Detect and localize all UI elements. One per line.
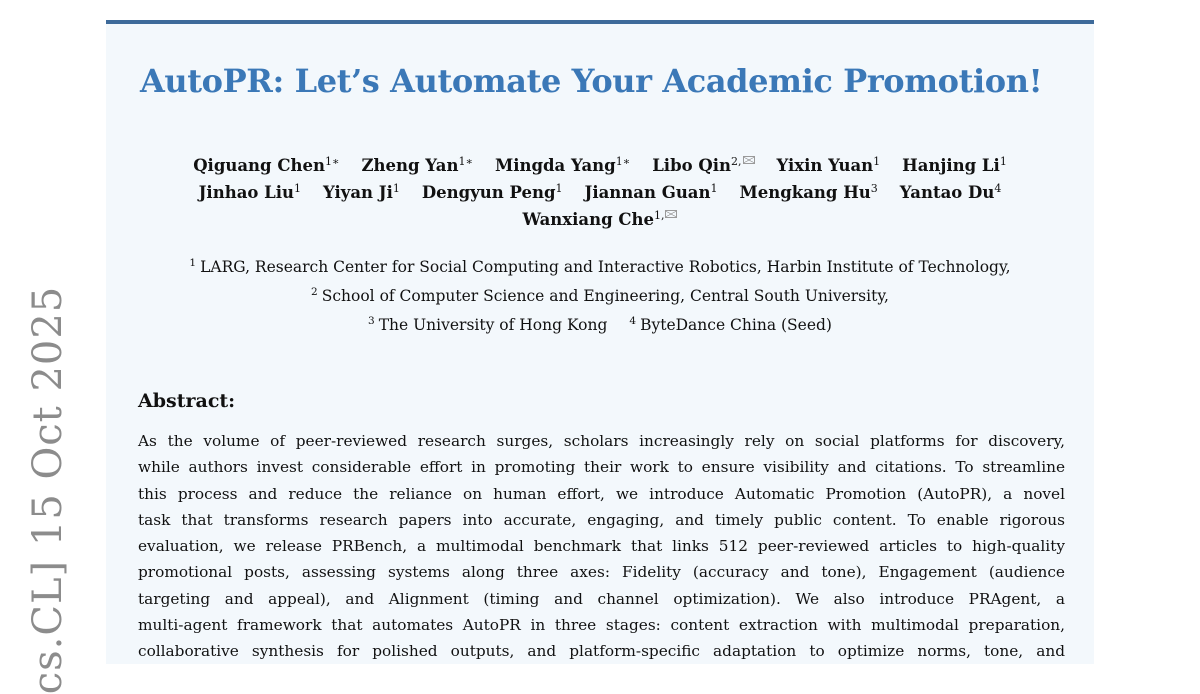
affiliation-text: ByteDance China (Seed) — [640, 316, 832, 334]
author-line — [106, 152, 1094, 179]
affiliation-text: School of Computer Science and Engineering, Central South University, — [321, 287, 889, 305]
author-affiliation-mark: 1 — [873, 155, 881, 168]
author — [199, 179, 301, 206]
affiliation-list — [106, 253, 1094, 340]
author-name: Hanjing Li — [902, 156, 1000, 175]
author-line — [106, 206, 1094, 233]
author-affiliation-mark: 1 — [999, 155, 1007, 168]
author-affiliation-mark: 1∗ — [458, 155, 473, 168]
affiliation-line — [106, 311, 1094, 340]
author-affiliation-mark: 1 — [710, 182, 718, 195]
affiliation — [311, 287, 889, 305]
affiliation — [368, 316, 607, 334]
affiliation-number: 2 — [311, 286, 318, 298]
abstract-body — [138, 428, 1065, 665]
author-affiliation-mark: 1∗ — [324, 155, 340, 168]
envelope-icon — [743, 156, 755, 164]
affiliation-number: 3 — [368, 315, 375, 327]
author-name: Mingda Yang — [494, 156, 616, 175]
affiliation — [189, 258, 1010, 276]
arxiv-identifier-stamp: cs.CL] 15 Oct 2025 — [25, 285, 71, 694]
abstract-line: collaborative synthesis for polished outputs, and platform-specific adaptation to optimize norms, tone, and — [138, 642, 1065, 661]
abstract-line: promotional posts, assessing systems along three axes: Fidelity (accuracy and tone), Engagement (audience — [138, 563, 1065, 582]
author — [900, 179, 1002, 206]
author-line — [106, 179, 1094, 206]
paper-title: AutoPR: Let’s Automate Your Academic Promotion! — [140, 62, 1043, 100]
abstract-line: As the volume of peer-reviewed research surges, scholars increasingly rely on social platforms for discovery, — [138, 432, 1065, 450]
author — [523, 206, 678, 233]
author — [361, 152, 473, 179]
author-name: Yixin Yuan — [776, 156, 874, 175]
author-affiliation-mark: 1 — [555, 182, 563, 195]
author-affiliation-mark: 1, — [653, 209, 665, 222]
affiliation-line — [106, 253, 1094, 282]
author-name: Qiguang Chen — [193, 156, 325, 175]
envelope-icon — [665, 210, 677, 218]
author-name: Libo Qin — [652, 156, 731, 175]
author — [193, 152, 339, 179]
author — [323, 179, 400, 206]
author — [902, 152, 1007, 179]
author-name: Yiyan Ji — [323, 183, 393, 202]
affiliation-number: 1 — [189, 257, 197, 269]
author-name: Zheng Yan — [361, 156, 459, 175]
affiliation-line — [106, 282, 1094, 311]
affiliation-text: The University of Hong Kong — [378, 316, 608, 334]
abstract-line: task that transforms research papers into accurate, engaging, and timely public content. To enable rigorous — [138, 510, 1065, 529]
author-list — [106, 152, 1094, 233]
author — [585, 179, 718, 206]
affiliation-number: 4 — [629, 315, 637, 327]
author — [422, 179, 563, 206]
author-name: Wanxiang Che — [522, 210, 654, 229]
author — [495, 152, 630, 179]
affiliation — [629, 316, 832, 334]
affiliation-text: LARG, Research Center for Social Computing and Interactive Robotics, Harbin Institute of Technology, — [200, 258, 1011, 276]
abstract-line: this process and reduce the reliance on human effort, we introduce Automatic Promotion (AutoPR), a novel — [138, 484, 1065, 503]
author-affiliation-mark: 2, — [731, 155, 742, 168]
author-affiliation-mark: 4 — [994, 182, 1002, 195]
author-affiliation-mark: 1∗ — [615, 155, 631, 168]
author-affiliation-mark: 3 — [870, 182, 878, 195]
author-name: Yantao Du — [899, 183, 995, 202]
abstract-line: multi-agent framework that automates AutoPR in three stages: content extraction with multimodal preparation, — [138, 616, 1065, 635]
author-name: Dengyun Peng — [421, 183, 556, 202]
abstract-line: targeting and appeal), and Alignment (timing and channel optimization). We also introduce PRAgent, a — [138, 589, 1065, 608]
author-affiliation-mark: 1 — [392, 182, 400, 195]
abstract-line: while authors invest considerable effort in promoting their work to ensure visibility and citations. To streamline — [138, 458, 1065, 477]
author — [740, 179, 878, 206]
abstract-heading: Abstract: — [138, 390, 236, 412]
author — [652, 152, 754, 179]
abstract-line: evaluation, we release PRBench, a multimodal benchmark that links 512 peer-reviewed articles to high-quality — [138, 537, 1065, 556]
author — [777, 152, 881, 179]
author-name: Jinhao Liu — [198, 183, 294, 202]
author-name: Jiannan Guan — [584, 183, 711, 202]
author-name: Mengkang Hu — [739, 183, 871, 202]
author-affiliation-mark: 1 — [294, 182, 301, 195]
